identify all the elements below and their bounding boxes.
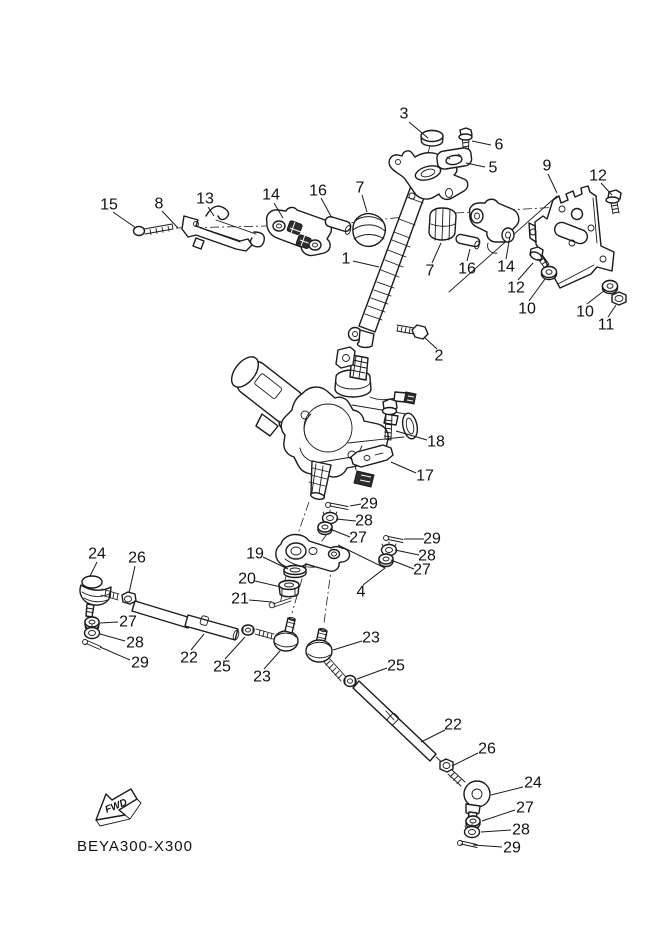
callout-label: 29 [503, 839, 521, 857]
callout-label: 26 [128, 549, 146, 567]
callout-label: 17 [416, 467, 434, 485]
callout-label: 27 [119, 613, 137, 631]
part-nut-26-right [440, 759, 453, 772]
callout-label: 13 [196, 190, 214, 208]
leader-line [249, 600, 272, 602]
callout-label: 15 [100, 196, 118, 214]
part-tie-rod-22-right [353, 681, 446, 766]
part-bolt-12-top [606, 190, 621, 214]
callout-label: 4 [356, 583, 366, 601]
leader-line [90, 562, 97, 576]
part-bushing-7-right [429, 208, 456, 240]
callout-label: 22 [444, 716, 462, 734]
leader-line [191, 634, 204, 650]
leader-line [409, 122, 428, 138]
leader-line [529, 279, 545, 301]
callout-label: 27 [516, 799, 534, 817]
callout-label: 28 [355, 512, 373, 530]
leader-line [391, 462, 416, 473]
part-clamp-5 [437, 148, 472, 169]
part-tie-rod-end-24-right [448, 770, 490, 823]
callout-label: 12 [507, 279, 525, 297]
part-tie-rod-22-left [132, 601, 240, 641]
callout-label: 28 [512, 821, 530, 839]
leader-line [548, 174, 557, 193]
callout-label: 14 [497, 258, 515, 276]
callout-label: 11 [597, 316, 615, 334]
fwd-label: FWD [103, 797, 129, 816]
part-steering-column [349, 186, 427, 347]
leader-line [481, 830, 511, 832]
callout-label: 16 [309, 182, 327, 200]
leader-line [452, 753, 478, 766]
callout-label: 8 [154, 195, 164, 213]
callout-label: 28 [126, 634, 144, 652]
leader-line [473, 845, 502, 847]
callout-label: 7 [425, 262, 435, 280]
callout-label: 29 [423, 530, 441, 548]
leader-line [264, 651, 280, 669]
part-washer-19 [284, 566, 306, 578]
part-nut-11 [612, 292, 626, 305]
diagram-code: BEYA300-X300 [77, 838, 193, 855]
part-cap-3 [421, 131, 443, 147]
leader-line [333, 641, 362, 650]
leader-line [391, 560, 414, 569]
leader-line [608, 305, 616, 317]
part-bushing-7-left [353, 214, 386, 247]
part-nut-25-right [344, 676, 356, 687]
leader-line [100, 634, 125, 641]
callout-label: 29 [131, 654, 149, 672]
part-hardware-set-3 [83, 617, 102, 650]
leader-line [421, 730, 445, 742]
part-nut-25-left [242, 625, 254, 635]
leader-line [113, 212, 136, 228]
part-cotter-pin-21 [269, 598, 291, 608]
callout-label: 23 [362, 629, 380, 647]
callout-label: 9 [542, 157, 552, 175]
callout-label: 16 [458, 260, 476, 278]
callout-label: 1 [341, 250, 351, 268]
callout-label: 14 [262, 186, 280, 204]
leader-line [129, 566, 135, 593]
callout-label: 25 [213, 658, 231, 676]
leader-line [255, 581, 281, 587]
leader-line [100, 622, 118, 623]
part-bolt-15 [134, 224, 174, 236]
callout-label: 19 [246, 545, 264, 563]
part-pin-16-right [455, 234, 480, 250]
leader-line [336, 519, 356, 521]
leader-line [330, 529, 350, 537]
part-hardware-set-4 [458, 816, 481, 848]
leader-line [321, 198, 332, 218]
leader-line [482, 810, 515, 821]
leader-line [353, 261, 379, 267]
callout-label: 12 [589, 167, 607, 185]
callout-label: 25 [387, 657, 405, 675]
callout-label: 5 [488, 159, 498, 177]
part-tie-rod-end-23-right [306, 628, 346, 681]
callout-label: 27 [413, 561, 431, 579]
leader-line [587, 290, 605, 304]
callout-label: 23 [253, 668, 271, 686]
callout-layer [88, 106, 616, 857]
part-eps-input-shaft [335, 347, 371, 397]
callout-label: 7 [355, 179, 365, 197]
callout-label: 27 [349, 529, 367, 547]
callout-label: 2 [434, 347, 444, 365]
part-bolt-2 [397, 325, 428, 339]
leader-line [395, 550, 419, 555]
callout-label: 26 [478, 740, 496, 758]
part-washer-10-right [603, 281, 618, 294]
callout-label: 3 [399, 105, 409, 123]
fwd-arrow-icon [96, 789, 141, 826]
callout-label: 10 [576, 303, 594, 321]
leader-line [518, 263, 533, 280]
part-clamp-14-left [267, 207, 332, 255]
callout-label: 21 [231, 590, 249, 608]
part-tie-rod-end-24-left [80, 576, 119, 617]
callout-label: 6 [494, 136, 504, 154]
callout-label: 22 [180, 649, 198, 667]
part-nut-20 [279, 581, 299, 597]
leader-line [491, 787, 523, 795]
part-washer-10-left [542, 267, 557, 280]
callout-label: 24 [524, 774, 542, 792]
part-eps-output-shaft [309, 461, 331, 500]
leader-line [467, 249, 470, 261]
part-bracket-8 [182, 216, 252, 251]
callout-label: 29 [360, 495, 378, 513]
part-pitman-arm-4 [276, 535, 350, 572]
leader-line [357, 668, 387, 679]
leader-line [362, 195, 367, 212]
leader-line [472, 141, 491, 145]
part-nut-26-left [122, 592, 136, 604]
callout-label: 28 [418, 547, 436, 565]
callout-label: 24 [88, 545, 106, 563]
callout-label: 20 [238, 570, 256, 588]
leader-line [432, 243, 441, 263]
leader-line [601, 183, 612, 195]
part-tie-rod-end-23-left [255, 617, 298, 651]
callout-label: 18 [427, 433, 445, 451]
callout-label: 10 [518, 300, 536, 318]
